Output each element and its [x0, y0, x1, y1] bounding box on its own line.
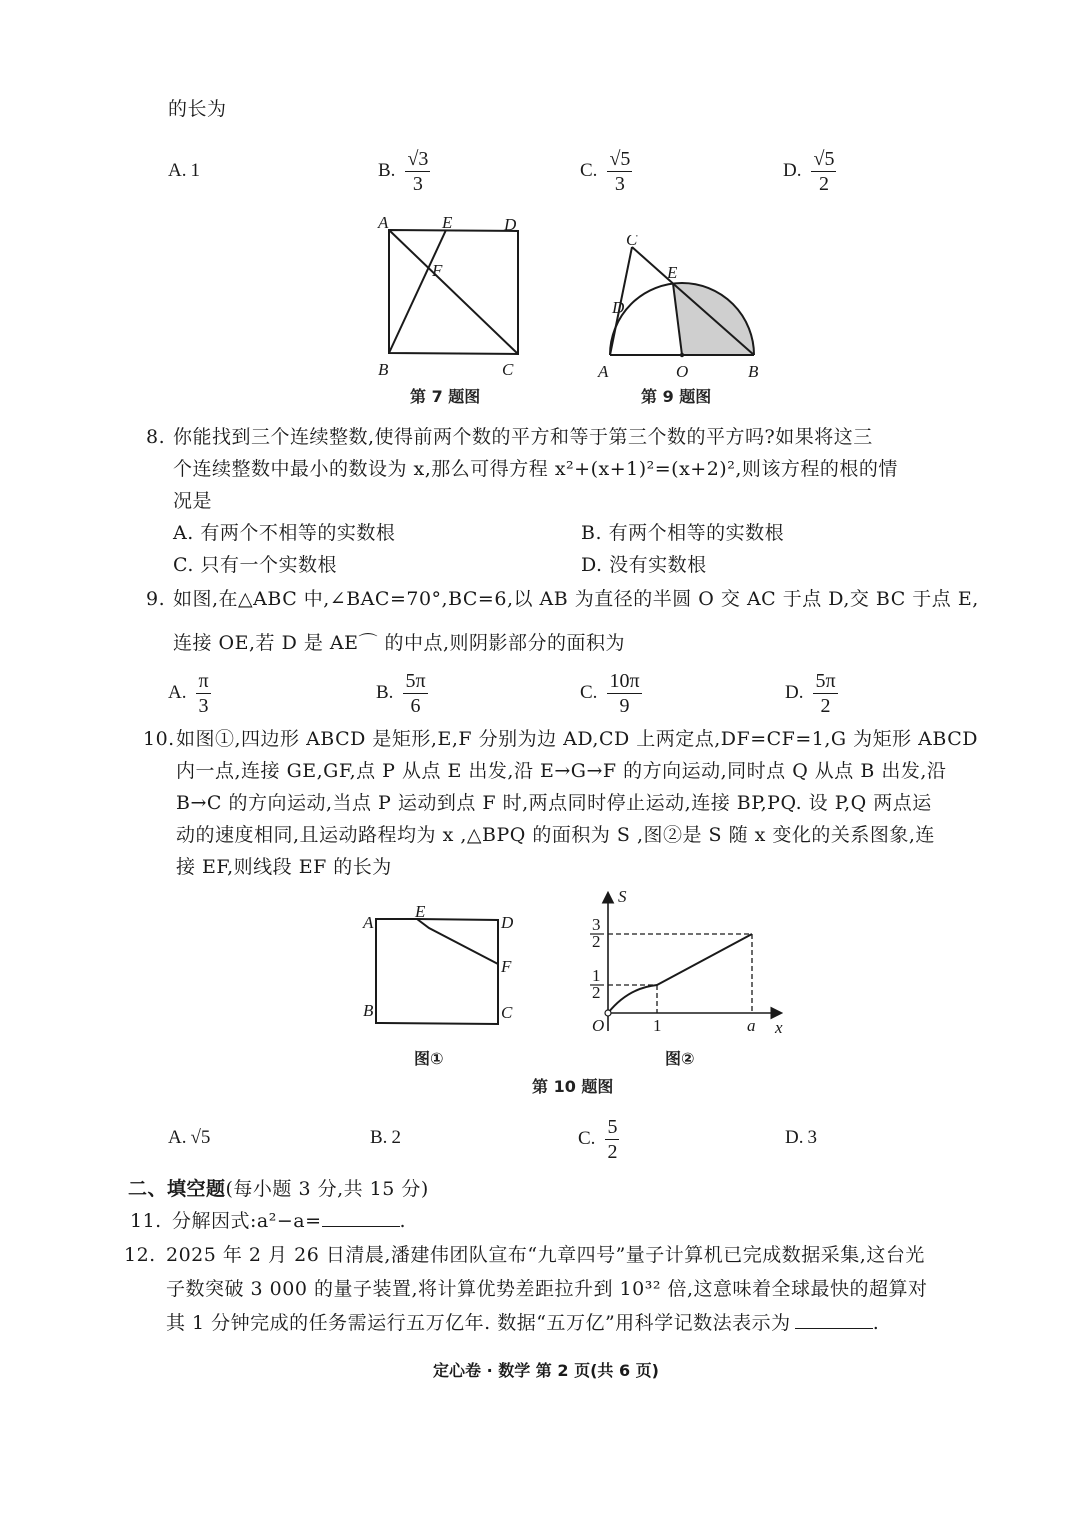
figure-9-semicircle — [590, 235, 770, 383]
q8-option-b — [581, 516, 784, 550]
q11-answer-blank[interactable] — [322, 1204, 400, 1227]
q8-option-d — [581, 548, 707, 582]
option-label: A. — [168, 1127, 187, 1148]
q8-line-1: 你能找到三个连续整数,使得前两个数的平方和等于第三个数的平方吗?如果将这三 — [173, 426, 873, 448]
q10-line-2: 内一点,连接 GE,GF,点 P 从点 E 出发,沿 E→G→F 的方向运动,同时点 Q 从点 B 出发,沿 — [176, 760, 947, 782]
x-axis-label: x — [775, 1018, 783, 1037]
point-d-label: D — [504, 215, 517, 234]
q7-option-a — [168, 148, 200, 194]
fraction: $\frac{5\pi}{6}$ — [405, 669, 426, 717]
fraction: $\frac{5}{2}$ — [607, 1115, 618, 1163]
section-2-heading — [128, 1172, 429, 1206]
point-d-label: D — [501, 913, 514, 932]
option-value: 2 — [391, 1127, 401, 1148]
q9-option-b — [376, 668, 428, 718]
option-value: √5 — [190, 1127, 211, 1148]
q9-option-d — [785, 668, 838, 718]
section-title: 二、填空题 — [128, 1178, 226, 1200]
point-e-label: E — [442, 213, 453, 232]
origin-label: O — [592, 1016, 605, 1035]
q9-option-c — [580, 668, 642, 718]
svg-text:2: 2 — [592, 932, 601, 951]
option-label: B. — [581, 522, 603, 544]
point-e-label: E — [415, 902, 426, 921]
q10-option-c — [578, 1114, 619, 1164]
option-label: C. — [173, 554, 194, 576]
q11-text: 分解因式:a²−a= — [172, 1210, 322, 1232]
q8-option-c — [173, 548, 337, 582]
section-note: (每小题 3 分,共 15 分) — [225, 1178, 429, 1200]
figure-10-2-chart — [580, 888, 790, 1038]
q9-number: 9. — [146, 588, 166, 610]
q7-tail-text: 的长为 — [168, 98, 227, 120]
q9-option-a — [168, 668, 211, 718]
option-label: A. — [168, 682, 187, 703]
point-b-label: B — [378, 360, 389, 379]
linear-segment — [657, 934, 752, 985]
q9-line-2: 连接 OE,若 D 是 AE⌒ 的中点,则阴影部分的面积为 — [173, 632, 626, 654]
q7-option-d — [783, 146, 836, 196]
q8-number: 8. — [146, 426, 166, 448]
point-a-label: A — [378, 213, 389, 232]
q11-number: 11. — [130, 1210, 162, 1232]
figure-7-square — [370, 210, 530, 380]
q12-line-3 — [166, 1306, 879, 1340]
q10-option-b — [370, 1120, 401, 1156]
q9-line-1: 如图,在△ABC 中,∠BAC=70°,BC=6,以 AB 为直径的半圆 O 交 AC 于点 D,交 BC 于点 E, — [173, 588, 979, 610]
point-o-label: O — [676, 362, 689, 381]
point-c-label: C — [501, 1003, 513, 1022]
point-c-label: C — [502, 360, 514, 379]
option-value: 没有实数根 — [609, 554, 707, 576]
option-label: D. — [785, 682, 804, 703]
svg-text:2: 2 — [592, 983, 601, 1002]
fraction: $\frac{√3}{3}$ — [407, 147, 429, 195]
q12-line-3-text: 其 1 分钟完成的任务需运行五万亿年. 数据“五万亿”用科学记数法表示为 — [166, 1312, 791, 1334]
option-value: 只有一个实数根 — [200, 554, 337, 576]
q10-line-3: B→C 的方向运动,当点 P 运动到点 F 时,两点同时停止运动,连接 BP,PQ. 设 P,Q 两点运 — [176, 792, 932, 814]
figure-9-caption: 第 9 题图 — [641, 387, 712, 406]
fraction: $\frac{5\pi}{2}$ — [815, 669, 836, 717]
point-e-label: E — [667, 263, 678, 282]
q8-line-3: 况是 — [173, 490, 213, 512]
svg-text:3: 3 — [592, 915, 601, 934]
fraction: $\frac{√5}{3}$ — [609, 147, 631, 195]
option-label: B. — [376, 682, 394, 703]
point-f-label: F — [432, 261, 443, 280]
q10-number: 10. — [143, 728, 175, 750]
option-label: C. — [578, 1128, 596, 1149]
figure-10-2-caption: 图② — [665, 1049, 695, 1068]
point-f-label: F — [501, 957, 512, 976]
y-axis-label: S — [618, 888, 627, 906]
y-tick-3-2 — [590, 915, 604, 951]
q12-answer-blank[interactable] — [795, 1306, 873, 1329]
q8-option-a — [173, 516, 395, 550]
point-c-label: C — [626, 235, 638, 249]
figure-10-group-caption: 第 10 题图 — [532, 1077, 614, 1096]
q10-option-a — [168, 1120, 210, 1156]
point-b-label: B — [363, 1001, 374, 1020]
q8-line-2: 个连续整数中最小的数设为 x,那么可得方程 x²+(x+1)²=(x+2)²,则该方程的根的情 — [173, 458, 898, 480]
option-label: A. — [173, 522, 194, 544]
svg-text:1: 1 — [592, 966, 601, 985]
figure-7-caption: 第 7 题图 — [410, 387, 481, 406]
page-footer: 定心卷 · 数学 第 2 页(共 6 页) — [433, 1361, 659, 1380]
q11-body — [172, 1204, 406, 1238]
q12-end: . — [872, 1312, 880, 1334]
q10-line-4: 动的速度相同,且运动路程均为 x ,△BPQ 的面积为 S ,图②是 S 随 x 变化的关系图象,连 — [176, 824, 935, 846]
q12-number: 12. — [124, 1244, 156, 1266]
option-value: 有两个不相等的实数根 — [200, 522, 396, 544]
option-value: 3 — [807, 1127, 817, 1148]
option-value: 有两个相等的实数根 — [608, 522, 785, 544]
q10-option-d — [785, 1120, 817, 1156]
q7-option-c — [580, 146, 632, 196]
q12-line-1: 2025 年 2 月 26 日清晨,潘建伟团队宣布“九章四号”量子计算机已完成数据采集,这台光 — [166, 1244, 925, 1266]
point-a-label: A — [598, 362, 609, 381]
option-label: D. — [785, 1127, 804, 1148]
option-label: A. — [168, 160, 187, 181]
option-label: B. — [378, 160, 396, 181]
x-tick-1: 1 — [653, 1016, 662, 1035]
point-a-label: A — [363, 913, 374, 932]
q11-end: . — [399, 1210, 407, 1232]
figure-10-1-rectangle — [355, 900, 525, 1030]
y-tick-1-2 — [590, 966, 604, 1002]
fraction: $\frac{\pi}{3}$ — [198, 669, 209, 717]
point-b-label: B — [748, 362, 759, 381]
fraction: $\frac{√5}{2}$ — [813, 147, 835, 195]
option-value: 1 — [190, 160, 200, 181]
x-tick-a: a — [747, 1016, 756, 1035]
point-d-label: D — [612, 298, 625, 317]
option-label: D. — [581, 554, 603, 576]
q7-option-b — [378, 146, 430, 196]
option-label: C. — [580, 160, 598, 181]
option-label: B. — [370, 1127, 388, 1148]
q10-line-1: 如图①,四边形 ABCD 是矩形,E,F 分别为边 AD,CD 上两定点,DF=CF=1,G 为矩形 ABCD — [176, 728, 978, 750]
fraction: $\frac{10\pi}{9}$ — [609, 669, 640, 717]
option-label: C. — [580, 682, 598, 703]
figure-10-1-caption: 图① — [414, 1049, 444, 1068]
curve-segment — [608, 985, 657, 1013]
q10-line-5: 接 EF,则线段 EF 的长为 — [176, 856, 392, 878]
q12-line-2: 子数突破 3 000 的量子装置,将计算优势差距拉升到 10³² 倍,这意味着全球最快的超算对 — [166, 1278, 928, 1300]
option-label: D. — [783, 160, 802, 181]
